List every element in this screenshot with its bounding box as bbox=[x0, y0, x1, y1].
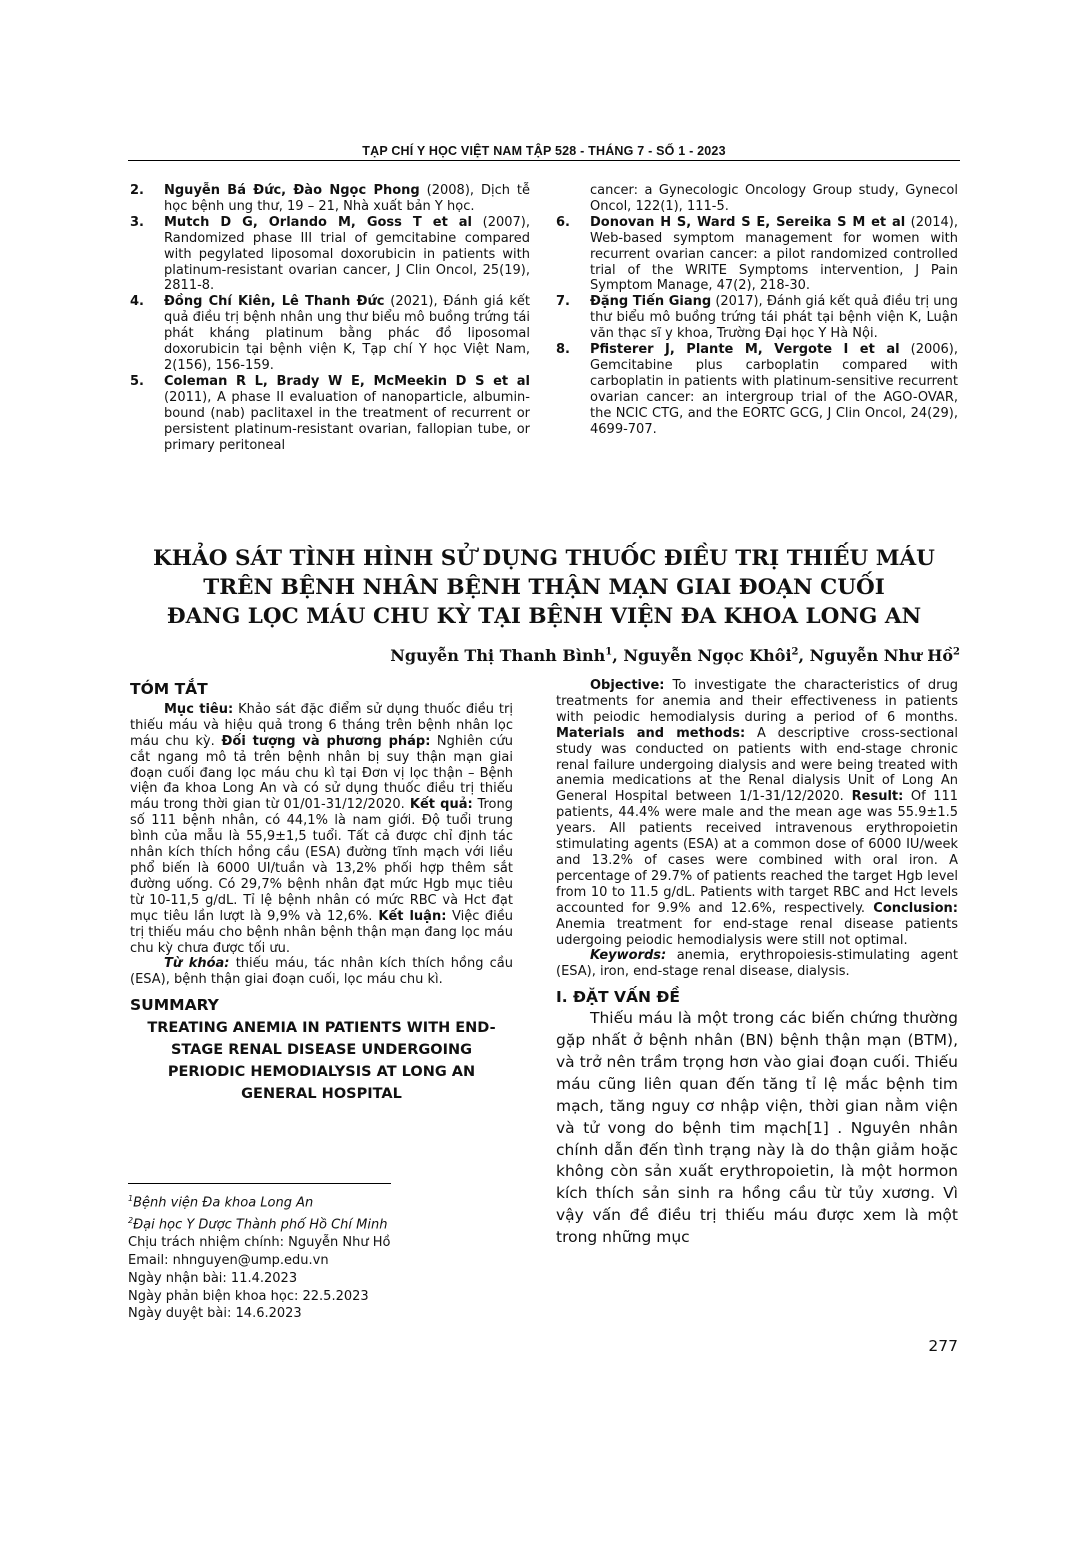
author-list: Nguyễn Thị Thanh Bình$^1$, Nguyễn Ngọc Khôi$^2$, Nguyễn Như Hồ$^2$ bbox=[390, 646, 960, 665]
title-line: ĐANG LỌC MÁU CHU KỲ TẠI BỆNH VIỆN ĐA KHOA LONG AN bbox=[166, 604, 922, 629]
methods-text: A descriptive cross-sectional study was conducted on patients with end-stage chronic renal failure undergoing dialysis and were being treated with anemia medications at the Renal dialysis Unit of Long An General Hospital between 1/1-31/12/2020. bbox=[556, 725, 958, 805]
reviewed-date: Ngày phản biện khoa học: 22.5.2023 bbox=[128, 1288, 369, 1304]
result-label: Result: bbox=[843, 789, 904, 805]
reference-item bbox=[556, 342, 958, 437]
intro-heading: I. ĐẶT VẤN ĐỀ bbox=[556, 988, 680, 1007]
journal-header: TẠP CHÍ Y HỌC VIỆT NAM TẬP 528 - THÁNG 7 - SỐ 1 - 2023 bbox=[362, 144, 726, 158]
objective-label: Mục tiêu: bbox=[164, 701, 234, 717]
conclusion-text: Anemia treatment for end-stage renal disease patients udergoing peiodic hemodialysis were still not optimal. bbox=[556, 916, 958, 948]
reference-number: 7. bbox=[556, 294, 570, 310]
title-line: TRÊN BỆNH NHÂN BỆNH THẬN MẠN GIAI ĐOẠN CUỐI bbox=[203, 575, 885, 600]
title-line: KHẢO SÁT TÌNH HÌNH SỬ DỤNG THUỐC ĐIỀU TRỊ THIẾU MÁU bbox=[153, 546, 935, 571]
reference-number: 6. bbox=[556, 214, 570, 230]
reference-text: (2006), Gemcitabine plus carboplatin compared with carboplatin in patients with platinum-sensitive recurrent ovarian cancer: an intergroup trial of the AGO-OVAR, the NCIC CTG, and the EORTC GCG, J Clin Oncol, 24(29), 4699-707. bbox=[590, 342, 958, 437]
accepted-date: Ngày duyệt bài: 14.6.2023 bbox=[128, 1306, 302, 1322]
reference-text: (2007), Randomized phase III trial of gemcitabine compared with pegylated liposomal doxorubicin in patients with platinum-resistant ovarian cancer, J Clin Oncol, 25(19), 2811-8. bbox=[164, 214, 530, 294]
methods-text: Nghiên cứu cắt ngang mô tả trên bệnh nhân bị suy thận mạn giai đoạn cuối đang lọc máu chu kì tại Đơn vị lọc thận – Bệnh viện đa khoa Long An và có sử dụng thuốc điều trị thiếu máu trong thời gian từ 01/01-31/12/2020. bbox=[130, 733, 513, 813]
keywords-label: Keywords: bbox=[590, 948, 667, 964]
summary-title: TREATING ANEMIA IN PATIENTS WITH END-STAGE RENAL DISEASE UNDERGOING PERIODIC HEMODIALYSIS AT LONG AN GENERAL HOSPITAL bbox=[147, 1020, 496, 1103]
conclusion-label: Conclusion: bbox=[865, 900, 958, 916]
reference-authors: Đặng Tiến Giang bbox=[590, 294, 712, 310]
abstract-en-paragraph bbox=[556, 678, 958, 948]
article-title bbox=[128, 544, 960, 631]
footnote-rule bbox=[128, 1183, 391, 1184]
reference-text: (2017), Đánh giá kết quả điều trị ung thư biểu mô buồng trứng tái phát tại bệnh viện K, Luận văn thạc sĩ y khoa, Trường Đại học Y Hà Nội. bbox=[590, 294, 959, 342]
keywords-text: anemia, erythropoiesis-stimulating agent (ESA), iron, end-stage renal disease, dialysis. bbox=[556, 948, 958, 980]
affiliation-mark: 2 bbox=[128, 1216, 134, 1226]
result-text: Of 111 patients, 44.4% were male and the mean age was 55.9±1.5 years. All patients received intravenous erythropoietin stimulating agents (ESA) at a common dose of 6000 IU/week and 13.2% of cases were combined with oral iron. A percentage of 29.7% of patients reached the target Hgb level from 10 to 11.5 g/dL. Patients with target RBC and Hct levels accounted for 9.9% and 12.6%, respectively. bbox=[556, 789, 959, 916]
references-left-column bbox=[130, 183, 530, 453]
affiliation-text: Đại học Y Dược Thành phố Hồ Chí Minh bbox=[133, 1217, 388, 1233]
abstract-left-column bbox=[130, 682, 513, 1105]
reference-authors: Coleman R L, Brady W E, McMeekin D S et al bbox=[164, 373, 530, 389]
conclusion-text: Việc điều trị thiếu máu cho bệnh nhân bệnh thận mạn đang lọc máu chu kỳ chưa được tối ưu. bbox=[130, 908, 514, 956]
author-affiliation-mark: 2 bbox=[953, 646, 960, 658]
reference-text: (2008), Dịch tễ học bệnh ung thư, 19 – 21, Nhà xuất bản Y học. bbox=[164, 183, 530, 214]
reference-number: 4. bbox=[130, 294, 144, 310]
author-name: Nguyễn Thị Thanh Bình bbox=[390, 646, 606, 665]
methods-label: Đối tượng và phương pháp: bbox=[214, 733, 431, 749]
reference-text: cancer: a Gynecologic Oncology Group study, Gynecol Oncol, 122(1), 111-5. bbox=[590, 183, 958, 214]
reference-authors: Nguyễn Bá Đức, Đào Ngọc Phong bbox=[164, 183, 420, 198]
objective-label: Objective: bbox=[590, 678, 665, 693]
page-number: 277 bbox=[928, 1337, 958, 1355]
reference-item bbox=[130, 183, 530, 215]
reference-number: 8. bbox=[556, 342, 570, 358]
results-text: Trong số 111 bệnh nhân, có 44,1% là nam giới. Độ tuổi trung bình của mẫu là 55,9±1,5 tuổi. Tất cả được chỉ định tác nhân kích thích hồng cầu (ESA) đường tĩnh mạch với liều phổ biến là 6000 UI/tuần và 13,2% phối hợp thêm sắt đường uống. Có 29,7% bệnh nhân đạt mức Hgb mục tiêu từ 10-11,5 g/dL. Tỉ lệ bệnh nhân có mức RBC và Hct đạt mục tiêu lần lượt là 9,9% và 12,6%. bbox=[130, 797, 513, 924]
author-affiliation-mark: 2 bbox=[791, 646, 799, 658]
email-line: Email: nhnguyen@ump.edu.vn bbox=[128, 1253, 329, 1269]
intro-paragraph: Thiếu máu là một trong các biến chứng thường gặp nhất ở bệnh nhân (BN) bệnh thận mạn (BTM), và trở nên trầm trọng hơn vào giai đoạn cuối. Thiếu máu cũng liên quan đến tăng tỉ lệ mắc bệnh tim mạch, tăng nguy cơ nhập viện, thời gian nằm viện và tử vong do bệnh tim mạch[1] . Nguyên nhân chính dẫn đến tình trạng này là do thận giảm hoặc không còn sản xuất erythropoietin, là một hormon kích thích sản sinh ra hồng cầu từ tủy xương. Vì vậy vấn đề điều trị thiếu máu được xem là một trong những mục bbox=[556, 1009, 958, 1247]
reference-authors: Pfisterer J, Plante M, Vergote I et al bbox=[590, 342, 900, 358]
abstract-vi-paragraph bbox=[130, 702, 513, 957]
reference-authors: Mutch D G, Orlando M, Goss T et al bbox=[164, 214, 473, 230]
objective-text: To investigate the characteristics of drug treatments for anemia and their effectiveness in patients with peiodic hemodialysis during a period of 6 months. bbox=[556, 678, 958, 725]
reference-continuation bbox=[556, 183, 958, 215]
affiliation-mark: 1 bbox=[128, 1194, 134, 1203]
reference-text: (2011), A phase II evaluation of nanoparticle, albumin-bound (nab) paclitaxel in the treatment of recurrent or persistent platinum-resistant ovarian, fallopian tube, or primary peritoneal bbox=[164, 389, 530, 453]
reference-text: (2014), Web-based symptom management for women with recurrent ovarian cancer: a pilot randomized controlled trial of the WRITE Symptoms intervention, J Pain Symptom Manage, 47(2), 218-30. bbox=[590, 214, 958, 294]
keywords-en bbox=[556, 948, 958, 980]
objective-text: Khảo sát đặc điểm sử dụng thuốc điều trị thiếu máu và hiệu quả trong 6 tháng trên bệnh nhân lọc máu chu kỳ. bbox=[130, 701, 513, 749]
keywords-text: thiếu máu, tác nhân kích thích hồng cầu (ESA), bệnh thận giai đoạn cuối, lọc máu chu kì. bbox=[130, 956, 513, 988]
author-name: Nguyễn Ngọc Khôi bbox=[623, 646, 792, 665]
reference-authors: Đồng Chí Kiên, Lê Thanh Đức bbox=[164, 294, 385, 310]
keywords-vi bbox=[130, 956, 513, 988]
reference-item bbox=[556, 215, 958, 295]
affiliation-1 bbox=[128, 1190, 468, 1212]
reference-item bbox=[556, 294, 958, 342]
reference-number: 2. bbox=[130, 183, 144, 198]
abstract-heading: TÓM TẮT bbox=[130, 680, 208, 698]
references-right-column bbox=[556, 183, 958, 438]
reference-number: 3. bbox=[130, 214, 144, 230]
reference-item bbox=[130, 374, 530, 454]
author-name: Nguyễn Như Hồ bbox=[809, 646, 954, 665]
affiliation-text: Bệnh viện Đa khoa Long An bbox=[133, 1195, 314, 1211]
reference-text: (2021), Đánh giá kết quả điều trị bệnh nhân ung thư biểu mô buồng trứng tái phát kháng platinum bằng phác đồ liposomal doxorubicin tại bệnh viện K, Tạp chí Y học Việt Nam, 2(156), 156-159. bbox=[164, 294, 530, 373]
results-label: Kết quả: bbox=[404, 797, 473, 813]
received-date: Ngày nhận bài: 11.4.2023 bbox=[128, 1270, 298, 1286]
reference-item bbox=[130, 215, 530, 295]
author-affiliation-mark: 1 bbox=[605, 646, 613, 658]
conclusion-label: Kết luận: bbox=[372, 908, 447, 924]
reference-item bbox=[130, 294, 530, 374]
reference-authors: Donovan H S, Ward S E, Sereika S M et al bbox=[590, 214, 906, 230]
abstract-right-column bbox=[556, 678, 958, 1249]
affiliation-2 bbox=[128, 1212, 468, 1234]
header-rule bbox=[128, 160, 960, 161]
summary-heading: SUMMARY bbox=[130, 996, 219, 1015]
corresponding-author: Chịu trách nhiệm chính: Nguyễn Như Hồ bbox=[128, 1235, 391, 1251]
reference-number: 5. bbox=[130, 373, 144, 389]
footnotes bbox=[128, 1190, 468, 1323]
keywords-label: Từ khóa: bbox=[164, 956, 230, 972]
methods-label: Materials and methods: bbox=[556, 725, 746, 741]
